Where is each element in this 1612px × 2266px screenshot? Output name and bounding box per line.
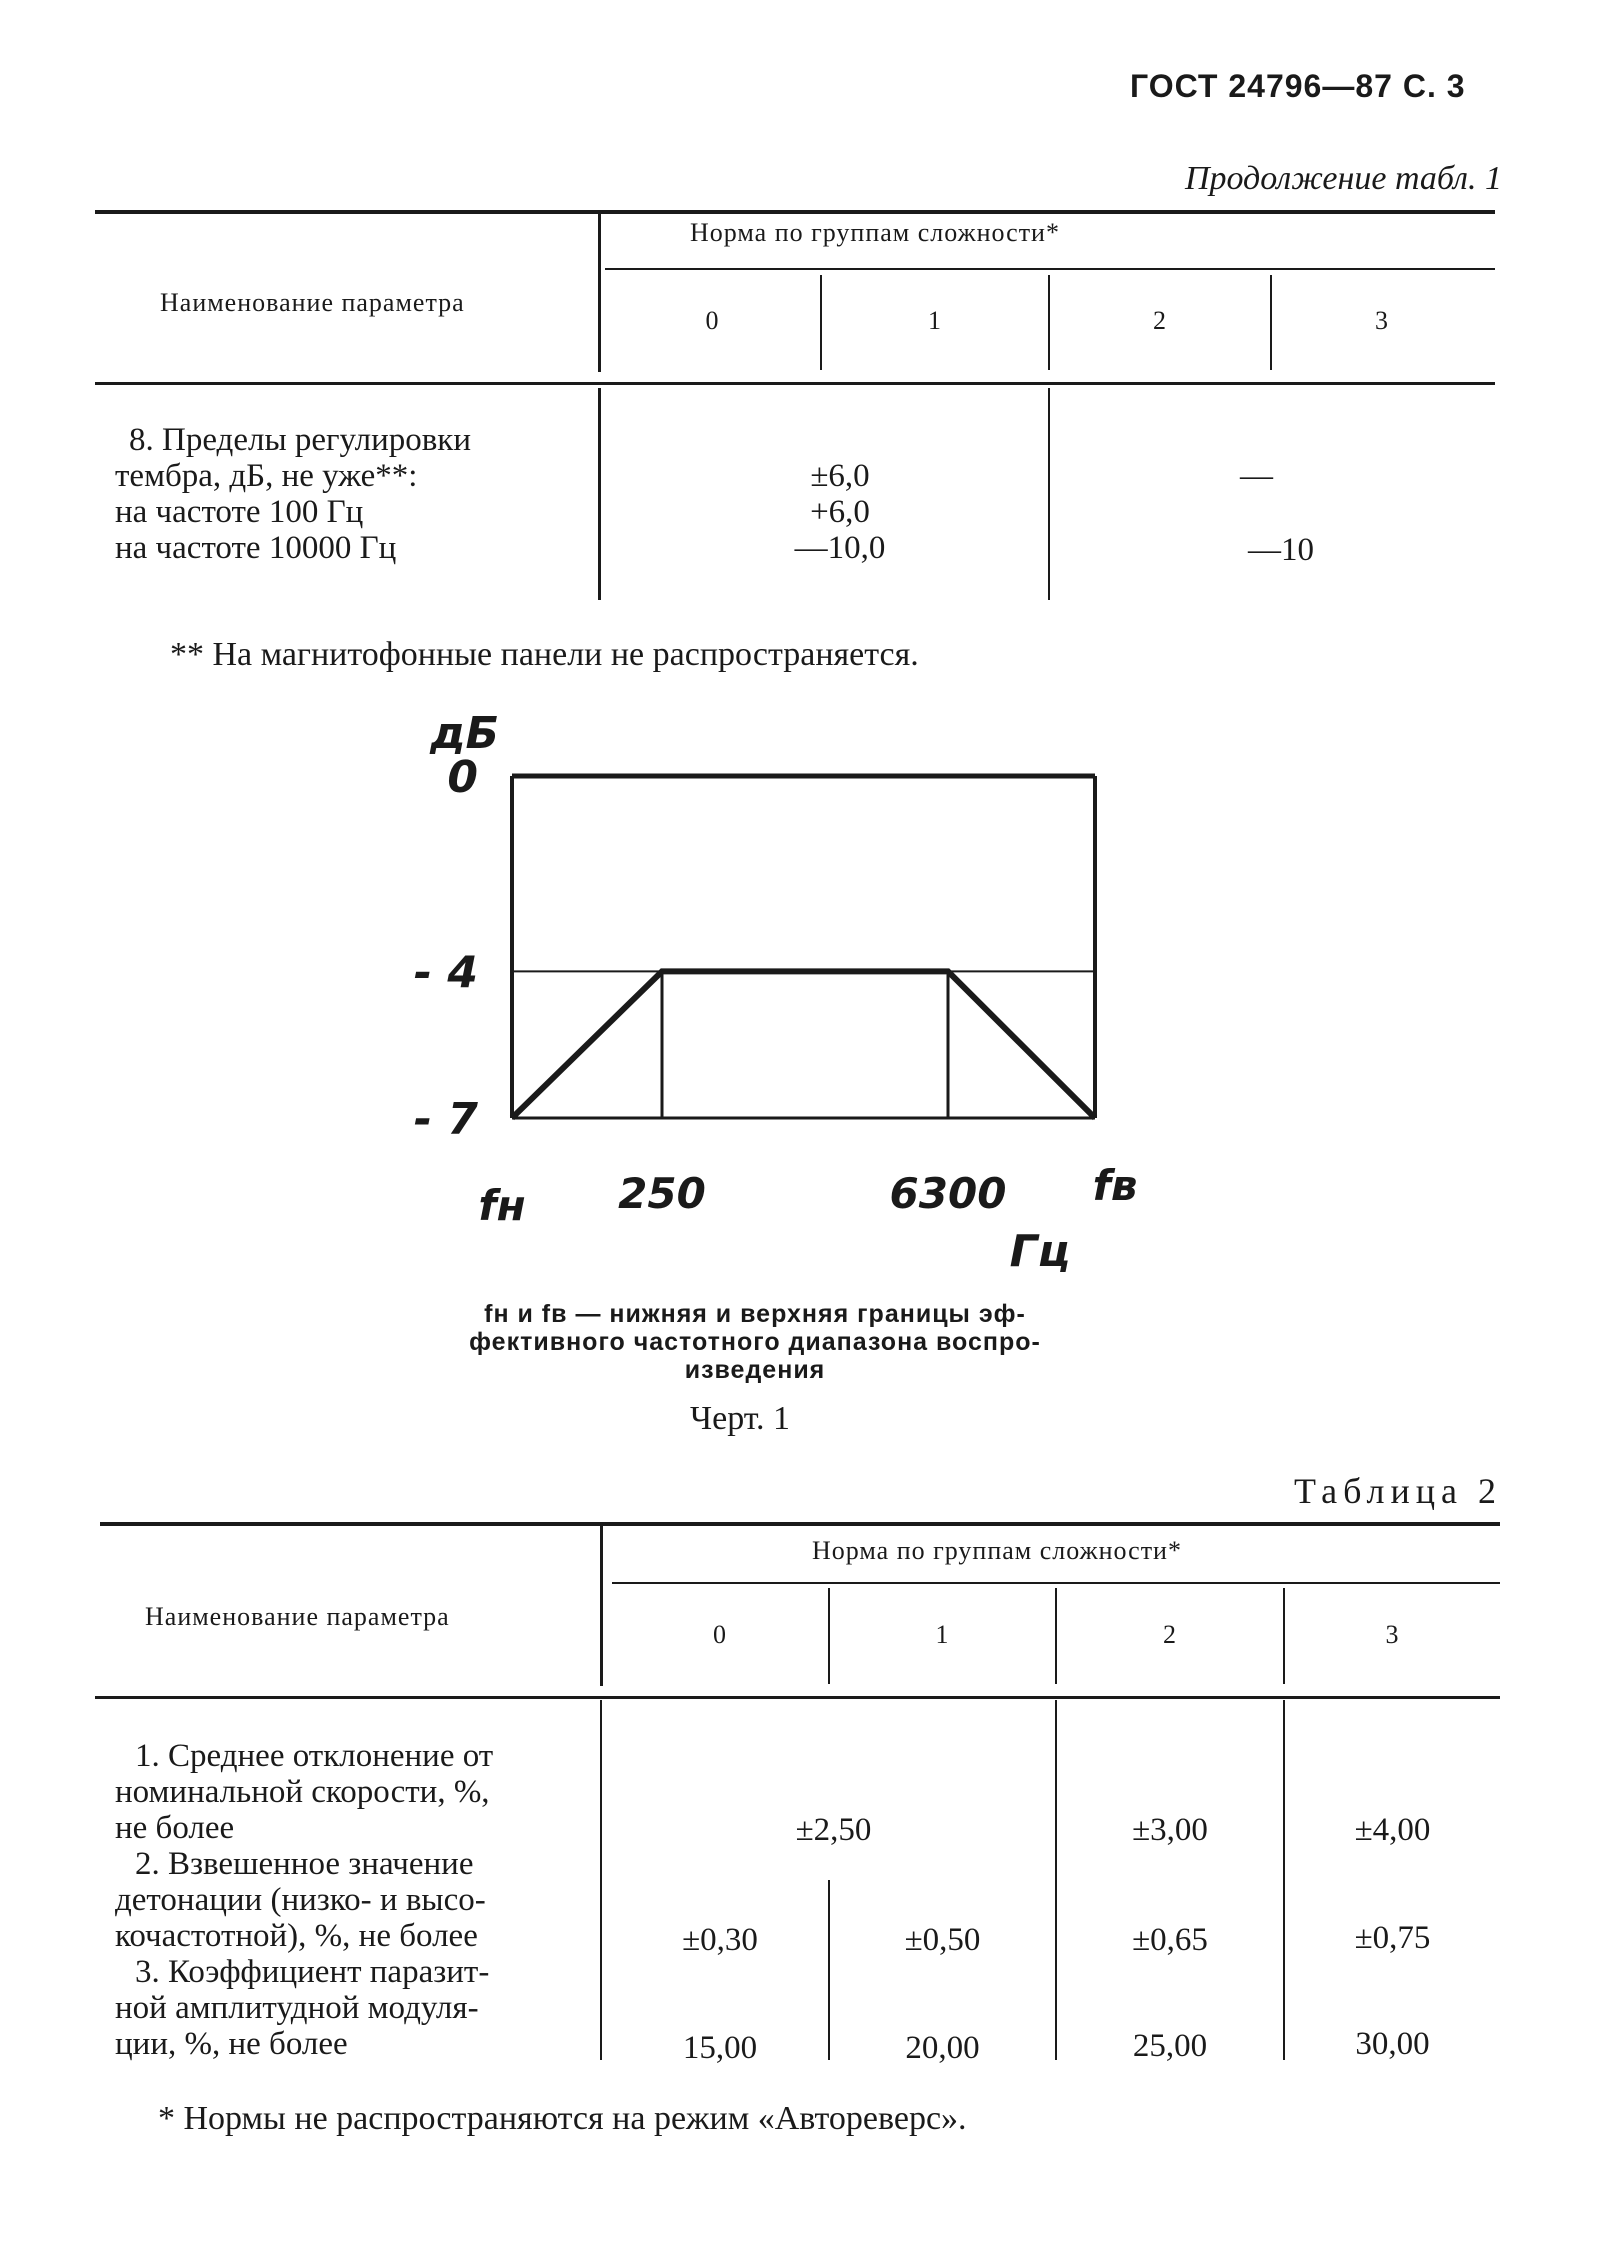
table2-header-bottom-rule: [95, 1696, 1500, 1699]
table2-group-3: 3: [1385, 1620, 1400, 1649]
row8-line: 8. Пределы регулировки: [129, 422, 472, 458]
table2-group-2: 2: [1163, 1620, 1177, 1649]
caption-line: fн и fв — нижняя и верхняя границы эф-: [484, 1300, 1026, 1328]
row2-value-g2: ±0,65: [1132, 1922, 1208, 1958]
table2-body-col-rule-2: [1055, 1700, 1057, 2060]
figure-caption: [400, 1300, 1110, 1384]
param-line: не более: [115, 1810, 235, 1846]
row8-value-10000hz: —10,0: [794, 530, 886, 566]
frequency-response-chart: [400, 700, 1160, 1280]
chart-x-tick-label: 6300: [889, 1169, 1007, 1218]
chart-y-tick-label: 0: [447, 752, 478, 803]
table1-header-bottom-rule: [95, 382, 1495, 385]
table1-top-rule: [95, 210, 1495, 214]
table1-body-vrule: [598, 388, 601, 600]
table2-param-column: [115, 1738, 585, 2062]
table1-group-2: 2: [1153, 306, 1167, 335]
table-continuation-label: Продолжение табл. 1: [1184, 160, 1502, 197]
row8-line: тембра, дБ, не уже**:: [115, 458, 418, 494]
row2-value-g3: ±0,75: [1354, 1920, 1431, 1956]
chart-y-tick-label: - 7: [413, 1094, 478, 1145]
row3-value-g3: 30,00: [1355, 2026, 1430, 2062]
table2-body-col-rule-3: [1283, 1700, 1285, 2060]
table2-group-0: 0: [713, 1620, 727, 1649]
row8-value-g23-10000hz: —10: [1248, 532, 1314, 568]
row3-value-g0: 15,00: [682, 2030, 758, 2066]
row8-line: на частоте 100 Гц: [115, 494, 364, 530]
table2-param-header: Наименование параметра: [145, 1602, 450, 1631]
row8-value-100hz-range: ±6,0: [810, 458, 870, 494]
table1-body-col-rule: [1048, 388, 1050, 600]
param-line: номинальной скорости, %,: [115, 1774, 490, 1810]
table2-header-vrule: [600, 1526, 603, 1686]
row3-value-g1: 20,00: [905, 2030, 980, 2066]
param-line: кочастотной), %, не более: [115, 1918, 478, 1954]
chart-x-tick-label: fн: [478, 1181, 526, 1230]
table2-title: Таблица 2: [1294, 1471, 1502, 1511]
table2-top-rule: [100, 1522, 1500, 1526]
param-line: ной амплитудной модуля-: [115, 1990, 479, 2026]
figure-label: Черт. 1: [690, 1400, 791, 1437]
caption-line: изведения: [684, 1356, 826, 1384]
table2-group-header: Норма по группам сложности*: [812, 1536, 1182, 1565]
row8-line: на частоте 10000 Гц: [115, 530, 397, 566]
row1-value-g3: ±4,00: [1354, 1812, 1431, 1848]
chart-x-tick-label: 250: [618, 1169, 706, 1218]
row2-value-g1: ±0,50: [904, 1922, 981, 1958]
table1-group-3: 3: [1375, 306, 1389, 335]
table1-header-vrule: [598, 214, 601, 372]
document-reference: ГОСТ 24796—87 С. 3: [1130, 68, 1466, 104]
param-line: 2. Взвешенное значение: [135, 1846, 474, 1882]
row8-value-g23-dash: —: [1240, 458, 1273, 494]
table1-group-1: 1: [928, 306, 942, 335]
table2-group-1: 1: [935, 1620, 950, 1649]
chart-x-tick-label: fв: [1092, 1161, 1138, 1210]
row3-value-g2: 25,00: [1132, 2028, 1208, 2064]
chart-series-line: [512, 971, 1095, 1118]
table2-footnote: * Нормы не распространяются на режим «Автореверс».: [158, 2100, 967, 2137]
row8-values-g01: [780, 458, 900, 566]
table1-param-header: Наименование параметра: [160, 288, 465, 317]
row1-value-g01: ±2,50: [795, 1812, 872, 1848]
table2-body-vrule: [600, 1700, 602, 2060]
param-line: 3. Коэффициент паразит-: [135, 1954, 490, 1990]
row1-value-g2: ±3,00: [1132, 1812, 1208, 1848]
table1-group-header: Норма по группам сложности*: [690, 218, 1060, 247]
param-line: 1. Среднее отклонение от: [135, 1738, 494, 1774]
param-line: детонации (низко- и высо-: [115, 1882, 486, 1918]
row2-value-g0: ±0,30: [682, 1922, 758, 1958]
table2-group-rule: [612, 1582, 1500, 1584]
chart-y-tick-label: - 4: [413, 947, 478, 999]
row8-param: [115, 422, 471, 566]
chart-x-axis-label: Гц: [1009, 1226, 1071, 1277]
table1-group-0: 0: [705, 306, 720, 335]
table1-group-rule: [605, 268, 1495, 270]
row8-value-100hz: +6,0: [810, 494, 870, 530]
chart-y-axis-label: дБ: [430, 708, 500, 759]
param-line: ции, %, не более: [115, 2026, 348, 2062]
table1-footnote: ** На магнитофонные панели не распространяется.: [170, 636, 919, 673]
caption-line: фективного частотного диапазона воспро-: [469, 1328, 1041, 1356]
